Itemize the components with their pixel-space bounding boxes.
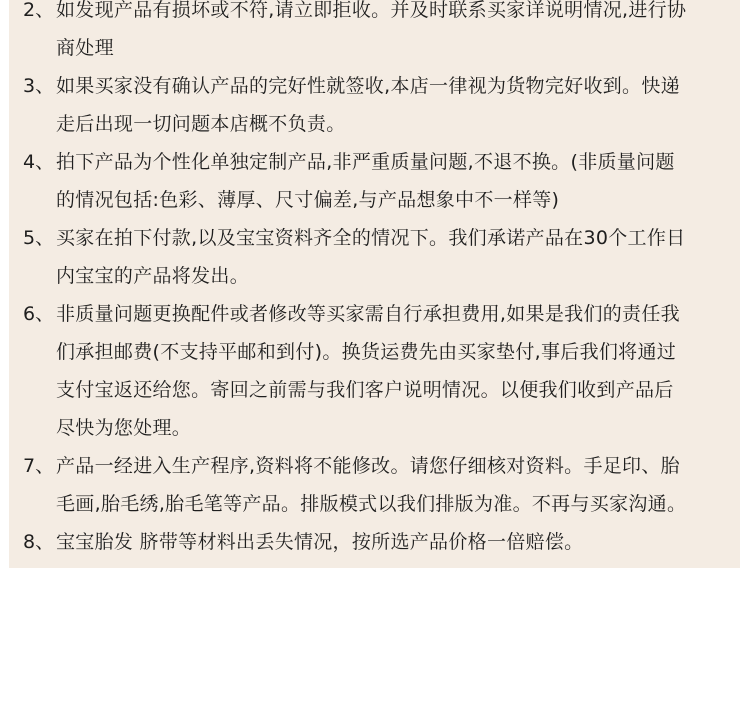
item-number: 3、 — [23, 75, 55, 97]
notice-item-5 — [9, 219, 716, 295]
item-text-line: 拍下产品为个性化单独定制产品,非严重质量问题,不退不换。(非质量问题 — [56, 151, 675, 173]
item-number: 4、 — [23, 151, 55, 173]
notice-list — [9, 0, 716, 561]
item-number: 2、 — [23, 0, 55, 21]
item-text-line: 毛画,胎毛绣,胎毛笔等产品。排版模式以我们排版为准。不再与买家沟通。 — [56, 493, 687, 515]
item-text-line: 如果买家没有确认产品的完好性就签收,本店一律视为货物完好收到。快递 — [56, 75, 680, 97]
notice-item-8 — [9, 523, 716, 561]
notice-item-3 — [9, 67, 716, 143]
notice-item-2 — [9, 0, 716, 67]
item-text-line: 买家在拍下付款,以及宝宝资料齐全的情况下。我们承诺产品在30个工作日 — [56, 227, 686, 249]
item-number: 6、 — [23, 303, 55, 325]
item-text-line: 支付宝返还给您。寄回之前需与我们客户说明情况。以便我们收到产品后 — [56, 379, 674, 401]
item-text-line: 非质量问题更换配件或者修改等买家需自行承担费用,如果是我们的责任我 — [56, 303, 680, 325]
item-text-line: 产品一经进入生产程序,资料将不能修改。请您仔细核对资料。手足印、胎 — [56, 455, 680, 477]
notice-item-4 — [9, 143, 716, 219]
item-number: 5、 — [23, 227, 55, 249]
item-text-line: 们承担邮费(不支持平邮和到付)。换货运费先由买家垫付,事后我们将通过 — [56, 341, 677, 363]
item-text-line: 走后出现一切问题本店概不负责。 — [56, 113, 346, 135]
item-text-line: 如发现产品有损坏或不符,请立即拒收。并及时联系买家详说明情况,进行协 — [56, 0, 687, 21]
item-number: 8、 — [23, 531, 55, 553]
item-text-line: 的情况包括:色彩、薄厚、尺寸偏差,与产品想象中不一样等) — [56, 189, 560, 211]
notice-panel — [9, 0, 740, 568]
notice-item-6 — [9, 295, 716, 447]
item-text-line: 商处理 — [56, 37, 114, 59]
item-text-line: 宝宝胎发 脐带等材料出丢失情况，按所选产品价格一倍赔偿。 — [56, 531, 584, 553]
item-number: 7、 — [23, 455, 55, 477]
item-text-line: 尽快为您处理。 — [56, 417, 192, 439]
item-text-line: 内宝宝的产品将发出。 — [56, 265, 250, 287]
notice-item-7 — [9, 447, 716, 523]
